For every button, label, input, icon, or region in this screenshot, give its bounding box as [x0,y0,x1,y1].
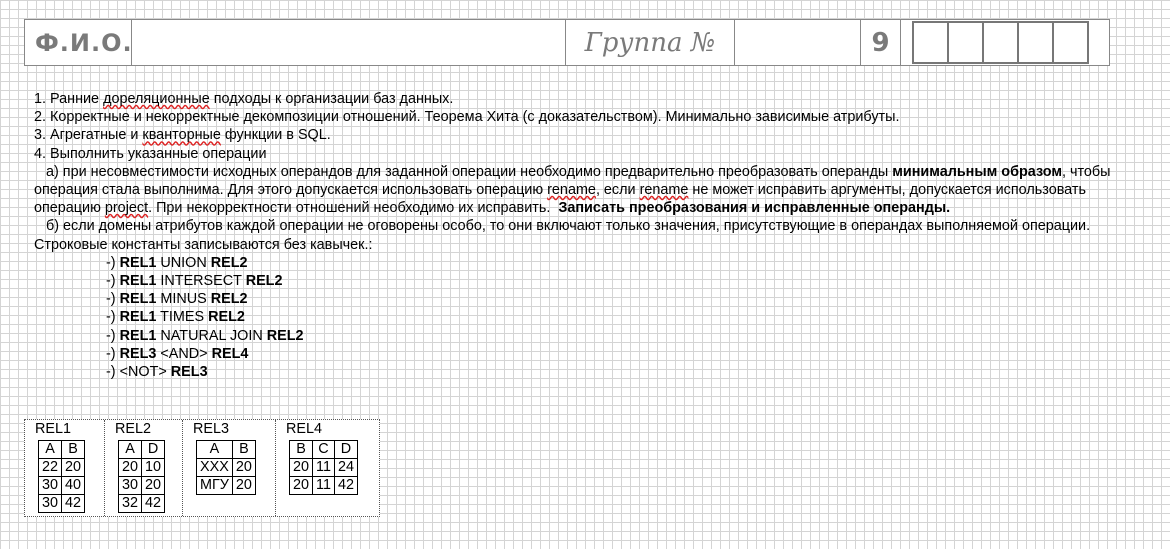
answer-box[interactable] [912,21,949,64]
op-prefix: -) [106,291,120,308]
relation-rel2 [105,420,183,516]
op-right: REL2 [266,327,304,344]
op-right: REL2 [245,273,283,290]
q3-text: 3. Агрегатные и [34,127,143,144]
table-cell: 20 [119,459,142,477]
op-prefix: -) [106,345,120,362]
table-cell: 20 [290,459,313,477]
op-prefix: -) [106,364,120,381]
spellcheck-word: project [104,200,149,217]
operation-item [106,308,1144,326]
table-cell: 11 [313,477,335,495]
q3-text-end: функции в SQL. [220,127,331,144]
fio-field[interactable] [132,20,566,65]
relations-panel [24,419,380,517]
op-left: REL1 [119,291,157,308]
op-right: REL2 [210,254,248,271]
relation-name: REL1 [35,421,71,437]
operation-item [106,327,1144,345]
operation-item [106,272,1144,290]
op-name: MINUS [156,291,211,308]
op-left: REL1 [119,254,157,271]
table-cell: 30 [119,477,142,495]
op-name: <AND> [156,345,212,362]
column-header: C [313,441,335,459]
table-cell: 20 [62,459,85,477]
header-table [24,19,1110,66]
answer-box[interactable] [1017,21,1054,64]
column-header: B [232,441,255,459]
op-name: <NOT> [119,364,171,381]
instr-a-text: . При некорректности отношений необходимо их исправить. [148,200,559,217]
table-cell: 20 [290,477,313,495]
op-left: REL1 [119,327,157,344]
question-1 [34,90,1144,108]
table-cell: 40 [62,477,85,495]
answer-boxes [901,20,1089,65]
table-cell: 42 [334,477,357,495]
op-name: TIMES [156,309,209,326]
table-cell: 32 [119,495,142,513]
question-2: 2. Корректные и некорректные декомпозиции отношений. Теорема Хита (с доказательством). Минимально зависимые атрибуты. [34,109,900,126]
relation-name: REL2 [115,421,151,437]
table-cell: 30 [39,495,62,513]
operation-item [106,363,1144,381]
table-cell: 24 [334,459,357,477]
column-header: B [62,441,85,459]
op-prefix: -) [106,309,120,326]
group-label: Группа № [566,20,735,65]
group-field[interactable] [735,20,861,65]
spellcheck-word: дореляционные [103,91,210,107]
question-4: 4. Выполнить указанные операции [34,145,267,162]
instr-a-text: , чтобы операция стала выполнима. Для этого допускается использовать операцию [34,163,1115,199]
op-left: REL1 [119,309,157,326]
relation-table [38,440,85,513]
instr-a-text: а) при несовместимости исходных операндов для заданной операции необходимо предварительно преобразовать операнды [34,163,893,180]
table-cell: 42 [62,495,85,513]
answer-box[interactable] [982,21,1019,64]
table-cell: 11 [313,459,335,477]
questions-block [34,90,1144,381]
operation-item [106,254,1144,272]
spellcheck-word: rename [639,182,689,199]
column-header: A [197,441,233,459]
table-cell: 20 [142,477,165,495]
op-name: UNION [156,254,211,271]
column-header: A [119,441,142,459]
op-prefix: -) [106,273,120,290]
answer-box[interactable] [1052,21,1089,64]
instr-a-bold: Записать преобразования и исправленные операнды. [558,200,951,217]
q1-text-end: подходы к организации баз данных. [209,91,454,107]
operation-item [106,290,1144,308]
relation-table [118,440,165,513]
operations-list [106,254,1144,381]
instruction-b: б) если домены атрибутов каждой операции не оговорены особо, то они включают только значения, присутствующие в операндах выполняемой операции. Строковые константы записываются без кавычек.: [34,218,1095,253]
instr-a-bold: минимальным образом [892,163,1062,180]
instr-a-text: не может исправить аргументы, допускается использовать операцию [34,182,1090,217]
spellcheck-word: rename [547,182,596,199]
op-right: REL3 [170,364,208,381]
op-left: REL3 [119,345,157,362]
variant-number: 9 [861,20,901,65]
column-header: D [142,441,165,459]
op-prefix: -) [106,327,120,344]
op-right: REL2 [210,291,248,308]
table-cell: 22 [39,459,62,477]
op-right: REL4 [211,345,249,362]
answer-box[interactable] [947,21,984,64]
table-cell: 20 [232,459,255,477]
column-header: A [39,441,62,459]
op-prefix: -) [106,254,120,271]
op-name: NATURAL JOIN [156,327,267,344]
table-cell: 20 [232,477,255,495]
relation-table [196,440,256,495]
relation-rel1 [25,420,105,516]
table-cell: ХХХ [197,459,233,477]
column-header: B [290,441,313,459]
operation-item [106,345,1144,363]
table-cell: 42 [142,495,165,513]
relation-table [289,440,358,495]
spellcheck-word: кванторные [142,127,221,144]
instruction-a [34,163,1144,218]
relation-rel4 [276,420,379,516]
relation-name: REL4 [286,421,322,437]
op-left: REL1 [119,273,157,290]
relation-name: REL3 [193,421,229,437]
column-header: D [334,441,357,459]
instr-a-text: , если [595,182,640,199]
fio-label: Ф.И.О. [25,20,132,65]
table-cell: 30 [39,477,62,495]
relation-rel3 [183,420,276,516]
table-cell: 10 [142,459,165,477]
question-3 [34,126,1144,144]
op-right: REL2 [208,309,245,326]
q1-text: 1. Ранние [34,91,104,107]
table-cell: МГУ [197,477,233,495]
op-name: INTERSECT [156,273,246,290]
